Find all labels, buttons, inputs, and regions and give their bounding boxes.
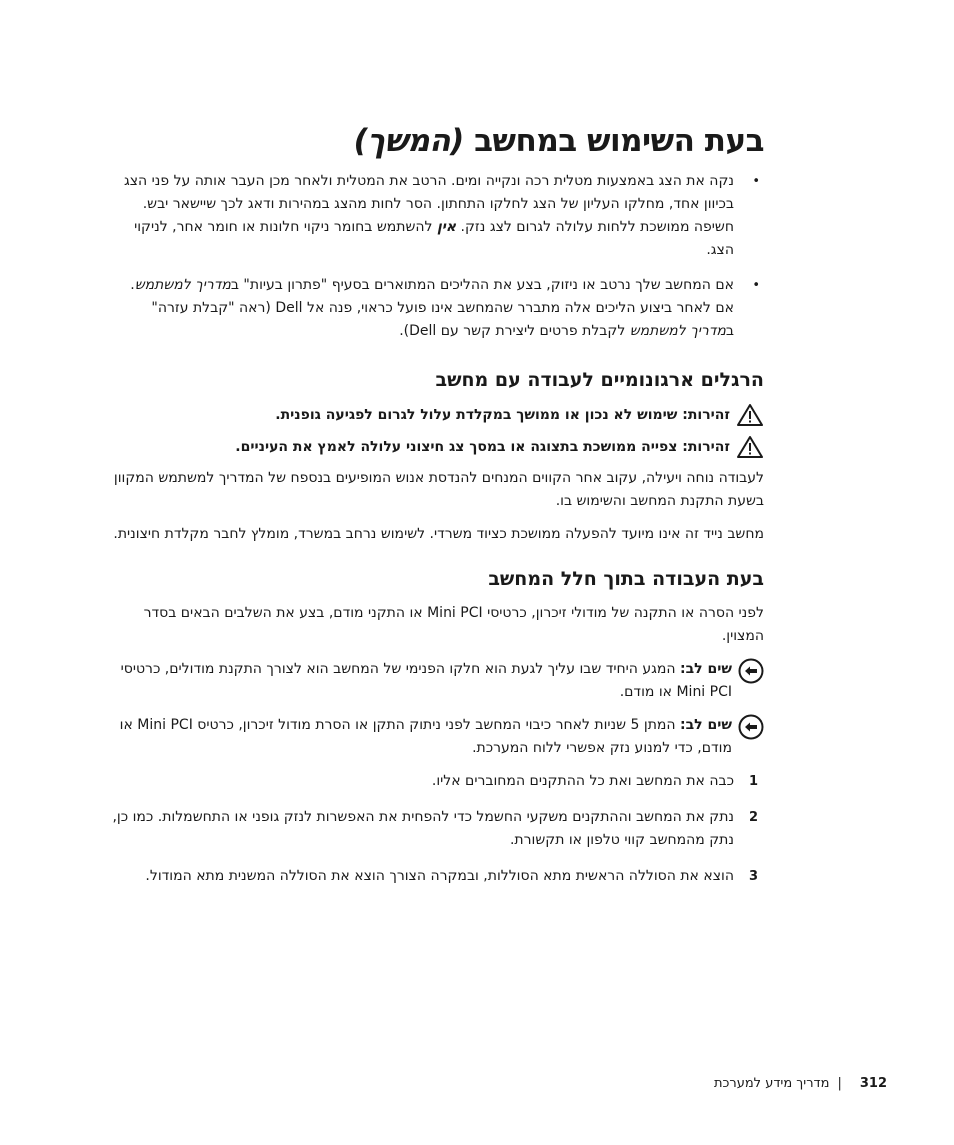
warning-triangle-icon <box>736 403 764 427</box>
section-inside-computer <box>108 566 764 888</box>
section-heading-inside-computer: בעת העבודה בתוך חלל המחשב <box>488 568 764 590</box>
notice-hand-icon <box>738 714 764 740</box>
bullet-clean-display <box>108 170 764 262</box>
warning-text: זהירות: שימוש לא נכון או ממושך במקלדת עלול לגרום לפגיעה גופנית. <box>275 406 730 423</box>
step-text: נתק את המחשב וההתקנים משקעי החשמל כדי להפחית את האפשרות לנזק גופני או התחשמלות. כמו כן, נתק מהמחשב קווי טלפון או תקשורת. <box>112 809 734 848</box>
bullet-text: נקה את הצג באמצעות מטלית רכה ונקייה ומים. הרטב את המטלית ולאחר מכן העבר אותה על פני הצג בכיוון אחד, מחלקו העליון של הצג לחלקו התחתון. הסר לחות מהצג במהירות ודאג לכך שיישאר יבש. חשיפה ממושכת ללחות עלולה לגרום לצג נזק. <box>123 173 734 235</box>
warning-keyboard <box>108 403 764 427</box>
bullet-text: להשתמש בחומר ניקוי חלונות או חומר אחר, לניקוי הצג. <box>134 219 734 258</box>
page-title-main: בעת השימוש במחשב <box>463 123 764 159</box>
bullet-emphasis: אין <box>436 219 457 235</box>
step-text: כבה את המחשב ואת כל ההתקנים המחוברים אליו. <box>431 773 734 789</box>
warning-display <box>108 435 764 459</box>
ergonomics-paragraph: מחשב נייד זה אינו מיועד להפעלה ממושכת כציוד משרדי. לשימוש נרחב במשרד, מומלץ לחבר מקלדת חיצונית. <box>113 526 764 542</box>
bullet-text: אם המחשב שלך נרטב או ניזוק, בצע את ההליכים המתוארים בסעיף "פתרון בעיות" ב <box>230 277 734 293</box>
notice-text <box>108 658 732 704</box>
notice-wait <box>108 714 764 760</box>
bullet-text: . אם לאחר ביצוע הליכים אלה מתברר שהמחשב אינו פועל כראוי, פנה אל Dell (ראה "קבלת עזרה" ב <box>130 277 734 339</box>
notice-label: שים לב: <box>680 717 732 733</box>
notice-body: המגע היחיד שבו עליך לגעת הוא חלקו הפנימי של המחשב הוא לצורך התקנת מודולים, כרטיסי Mini PCI או מודם. <box>120 661 732 700</box>
steps-list <box>108 770 764 888</box>
user-guide-ref: מדריך למשתמש <box>629 323 726 339</box>
warning-triangle-icon <box>736 435 764 459</box>
step-item <box>108 806 764 852</box>
step-text: הוצא את הסוללה הראשית מתא הסוללות, ובמקרה הצורך הוצא את הסוללה המשנית מתא המודול. <box>145 868 734 884</box>
notice-text <box>108 714 732 760</box>
step-number: 3 <box>748 869 758 884</box>
inside-intro: לפני הסרה או התקנה של מודולי זיכרון, כרטיסי Mini PCI או התקני מודם, בצע את השלבים הבאים בסדר המצוין. <box>143 605 764 644</box>
step-number: 2 <box>748 810 758 825</box>
content <box>108 118 764 901</box>
section-heading-ergonomics: הרגלים ארגונומיים לעבודה עם מחשב <box>435 369 764 391</box>
notice-body: המתן 5 שניות לאחר כיבוי המחשב לפני ניתוק התקן או הסרת מודול זיכרון, כרטיס Mini PCI או מודם, כדי למנוע נזק אפשרי ללוח המערכת. <box>119 717 732 756</box>
step-number: 1 <box>748 774 758 789</box>
notice-hand-icon <box>738 658 764 684</box>
user-guide-ref: מדריך למשתמש <box>134 277 231 293</box>
bullet-wet-computer <box>108 274 764 343</box>
bullet-text: לקבלת פרטים ליצירת קשר עם Dell). <box>399 323 630 339</box>
footer-separator: | <box>837 1076 842 1091</box>
notice-label: שים לב: <box>680 661 732 677</box>
ergonomics-paragraph: לעבודה נוחה ויעילה, עקוב אחר הקווים המנחים להנדסת אנוש המופיעים בנספח של המדריך למשתמש המקוון בשעת התקנת המחשב והשימוש בו. <box>113 470 764 509</box>
step-item <box>108 770 764 793</box>
care-bullets <box>108 170 764 343</box>
page-title-continued: (המשך) <box>353 123 464 159</box>
page-title <box>108 118 764 164</box>
page-footer <box>700 1076 887 1091</box>
guide-name: מדריך מידע למערכת <box>713 1076 830 1091</box>
page-number: 312 <box>859 1076 887 1091</box>
step-item <box>108 865 764 888</box>
notice-touch <box>108 658 764 704</box>
warning-text: זהירות: צפייה ממושכת בתצוגה או במסך צג חיצוני עלולה לאמץ את העיניים. <box>235 438 730 455</box>
